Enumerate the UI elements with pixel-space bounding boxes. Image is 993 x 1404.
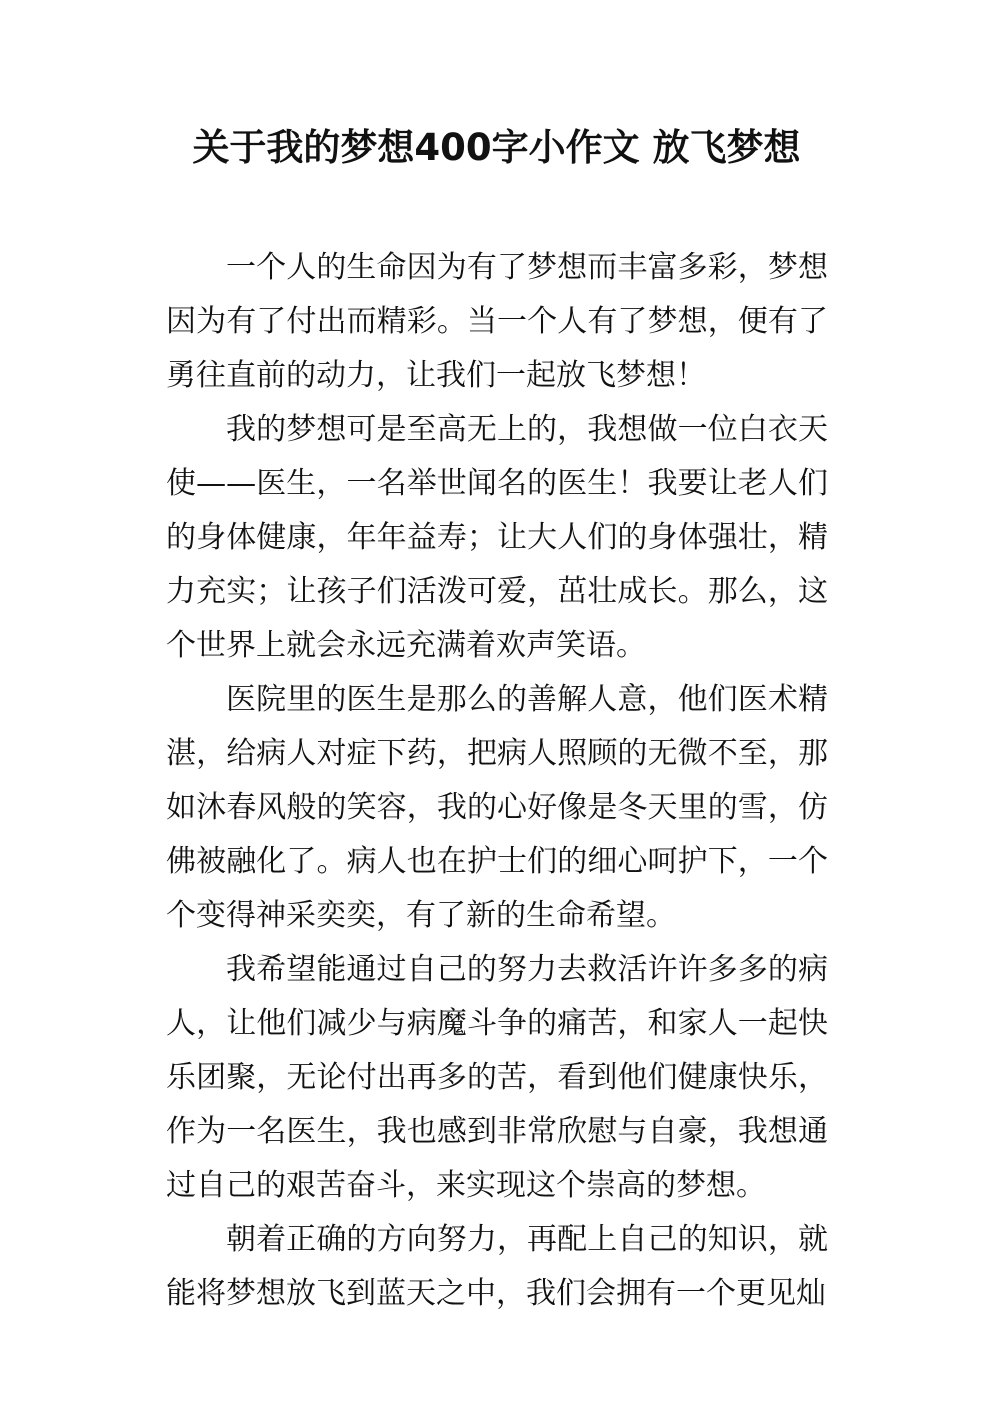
document-title: 关于我的梦想400字小作文 放飞梦想 <box>192 126 801 169</box>
paragraph: 一个人的生命因为有了梦想而丰富多彩，梦想因为有了付出而精彩。当一个人有了梦想，便有了勇往直前的动力，让我们一起放飞梦想！ <box>166 250 828 393</box>
paragraph: 我的梦想可是至高无上的，我想做一位白衣天使——医生，一名举世闻名的医生！我要让老人们的身体健康，年年益寿；让大人们的身体强壮，精力充实；让孩子们活泼可爱，茁壮成长。那么，这个世界上就会永远充满着欢声笑语。 <box>166 412 828 663</box>
document-body <box>166 241 828 1321</box>
paragraph: 朝着正确的方向努力，再配上自己的知识，就能将梦想放飞到蓝天之中，我们会拥有一个更见灿 <box>166 1222 828 1311</box>
paragraph: 我希望能通过自己的努力去救活许许多多的病人，让他们减少与病魔斗争的痛苦，和家人一起快乐团聚，无论付出再多的苦，看到他们健康快乐，作为一名医生，我也感到非常欣慰与自豪，我想通过自己的艰苦奋斗，来实现这个崇高的梦想。 <box>166 952 828 1203</box>
paragraph: 医院里的医生是那么的善解人意，他们医术精湛，给病人对症下药，把病人照顾的无微不至，那如沐春风般的笑容，我的心好像是冬天里的雪，仿佛被融化了。病人也在护士们的细心呵护下，一个个变得神采奕奕，有了新的生命希望。 <box>166 682 828 933</box>
